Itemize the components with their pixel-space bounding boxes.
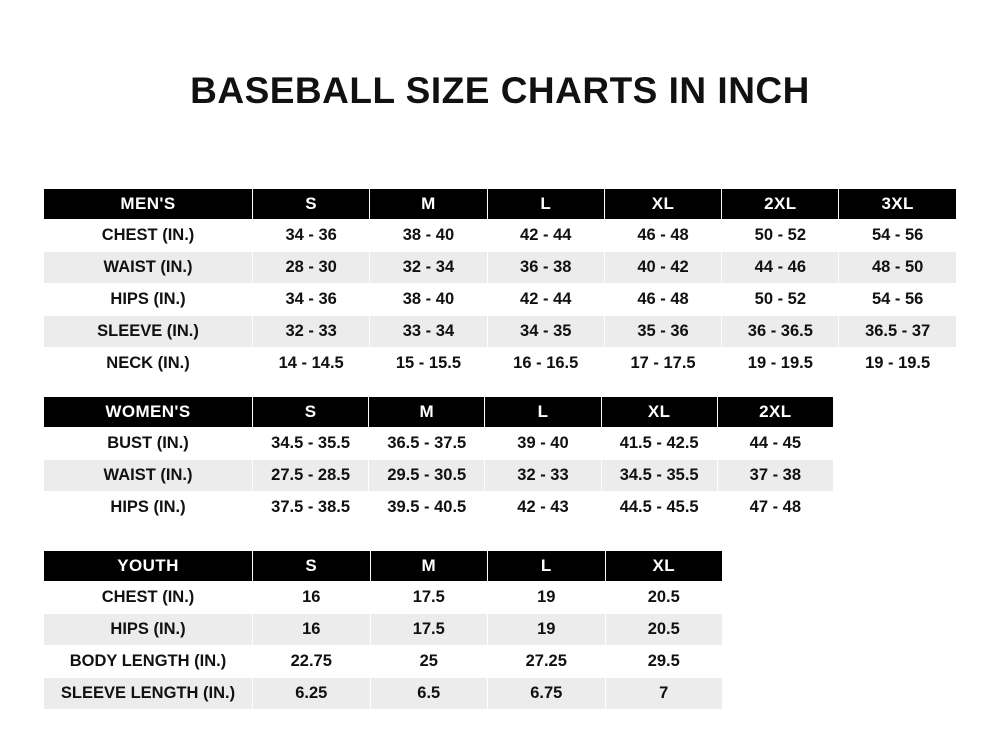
mens-header-category: MEN'S: [44, 189, 253, 220]
table-row: [44, 678, 723, 710]
row-label: SLEEVE (IN.): [44, 316, 253, 348]
mens-table-header: [44, 189, 957, 220]
cell: 27.25: [488, 646, 606, 678]
cell: 16: [253, 614, 371, 646]
cell: 28 - 30: [253, 252, 370, 284]
table-header-row: [44, 551, 723, 582]
cell: 48 - 50: [839, 252, 956, 284]
womens-header-xl: XL: [601, 397, 717, 428]
cell: 25: [370, 646, 488, 678]
cell: 17 - 17.5: [604, 348, 721, 380]
cell: 39.5 - 40.5: [369, 492, 485, 524]
cell: 35 - 36: [604, 316, 721, 348]
womens-header-m: M: [369, 397, 485, 428]
cell: 29.5 - 30.5: [369, 460, 485, 492]
cell: 34 - 35: [487, 316, 604, 348]
cell: 22.75: [253, 646, 371, 678]
cell: 44.5 - 45.5: [601, 492, 717, 524]
mens-size-table-wrapper: [43, 188, 957, 380]
youth-size-table-wrapper: [43, 550, 723, 710]
cell: 34.5 - 35.5: [253, 428, 369, 460]
mens-header-3xl: 3XL: [839, 189, 956, 220]
cell: 40 - 42: [604, 252, 721, 284]
youth-header-category: YOUTH: [44, 551, 253, 582]
table-row: [44, 348, 957, 380]
youth-header-s: S: [253, 551, 371, 582]
row-label: HIPS (IN.): [44, 614, 253, 646]
cell: 44 - 46: [722, 252, 839, 284]
cell: 16: [253, 582, 371, 614]
youth-table-header: [44, 551, 723, 582]
cell: 42 - 43: [485, 492, 601, 524]
womens-table-header: [44, 397, 834, 428]
cell: 7: [605, 678, 723, 710]
table-row: [44, 460, 834, 492]
cell: 37 - 38: [717, 460, 833, 492]
youth-table-body: [44, 582, 723, 710]
cell: 15 - 15.5: [370, 348, 487, 380]
cell: 33 - 34: [370, 316, 487, 348]
cell: 29.5: [605, 646, 723, 678]
cell: 19 - 19.5: [839, 348, 956, 380]
table-row: [44, 614, 723, 646]
womens-header-2xl: 2XL: [717, 397, 833, 428]
cell: 34.5 - 35.5: [601, 460, 717, 492]
table-row: [44, 492, 834, 524]
cell: 44 - 45: [717, 428, 833, 460]
table-row: [44, 220, 957, 252]
womens-header-s: S: [253, 397, 369, 428]
row-label: WAIST (IN.): [44, 460, 253, 492]
mens-header-l: L: [487, 189, 604, 220]
row-label: NECK (IN.): [44, 348, 253, 380]
cell: 37.5 - 38.5: [253, 492, 369, 524]
cell: 47 - 48: [717, 492, 833, 524]
row-label: SLEEVE LENGTH (IN.): [44, 678, 253, 710]
youth-size-table: [43, 550, 723, 710]
youth-header-l: L: [488, 551, 606, 582]
cell: 41.5 - 42.5: [601, 428, 717, 460]
cell: 34 - 36: [253, 284, 370, 316]
womens-size-table: [43, 396, 834, 524]
cell: 42 - 44: [487, 284, 604, 316]
womens-table-body: [44, 428, 834, 524]
cell: 38 - 40: [370, 284, 487, 316]
cell: 20.5: [605, 614, 723, 646]
mens-header-s: S: [253, 189, 370, 220]
row-label: HIPS (IN.): [44, 284, 253, 316]
row-label: BUST (IN.): [44, 428, 253, 460]
cell: 32 - 33: [485, 460, 601, 492]
cell: 50 - 52: [722, 284, 839, 316]
row-label: HIPS (IN.): [44, 492, 253, 524]
womens-header-l: L: [485, 397, 601, 428]
cell: 20.5: [605, 582, 723, 614]
table-header-row: [44, 189, 957, 220]
cell: 46 - 48: [604, 220, 721, 252]
cell: 32 - 34: [370, 252, 487, 284]
cell: 42 - 44: [487, 220, 604, 252]
cell: 46 - 48: [604, 284, 721, 316]
page-title: BASEBALL SIZE CHARTS IN INCH: [190, 70, 810, 111]
mens-size-table: [43, 188, 957, 380]
table-header-row: [44, 397, 834, 428]
cell: 19: [488, 582, 606, 614]
cell: 19: [488, 614, 606, 646]
womens-header-category: WOMEN'S: [44, 397, 253, 428]
cell: 36 - 36.5: [722, 316, 839, 348]
cell: 19 - 19.5: [722, 348, 839, 380]
cell: 16 - 16.5: [487, 348, 604, 380]
mens-header-2xl: 2XL: [722, 189, 839, 220]
table-row: [44, 252, 957, 284]
cell: 6.5: [370, 678, 488, 710]
mens-header-xl: XL: [604, 189, 721, 220]
womens-size-table-wrapper: [43, 396, 834, 524]
youth-header-xl: XL: [605, 551, 723, 582]
cell: 36.5 - 37: [839, 316, 956, 348]
cell: 6.25: [253, 678, 371, 710]
cell: 14 - 14.5: [253, 348, 370, 380]
table-row: [44, 582, 723, 614]
table-row: [44, 646, 723, 678]
row-label: WAIST (IN.): [44, 252, 253, 284]
cell: 32 - 33: [253, 316, 370, 348]
youth-header-m: M: [370, 551, 488, 582]
cell: 34 - 36: [253, 220, 370, 252]
mens-table-body: [44, 220, 957, 380]
row-label: CHEST (IN.): [44, 582, 253, 614]
table-row: [44, 284, 957, 316]
cell: 27.5 - 28.5: [253, 460, 369, 492]
row-label: CHEST (IN.): [44, 220, 253, 252]
mens-header-m: M: [370, 189, 487, 220]
table-row: [44, 428, 834, 460]
cell: 17.5: [370, 582, 488, 614]
cell: 6.75: [488, 678, 606, 710]
cell: 36 - 38: [487, 252, 604, 284]
cell: 36.5 - 37.5: [369, 428, 485, 460]
cell: 54 - 56: [839, 284, 956, 316]
cell: 54 - 56: [839, 220, 956, 252]
cell: 39 - 40: [485, 428, 601, 460]
cell: 50 - 52: [722, 220, 839, 252]
cell: 38 - 40: [370, 220, 487, 252]
table-row: [44, 316, 957, 348]
cell: 17.5: [370, 614, 488, 646]
row-label: BODY LENGTH (IN.): [44, 646, 253, 678]
